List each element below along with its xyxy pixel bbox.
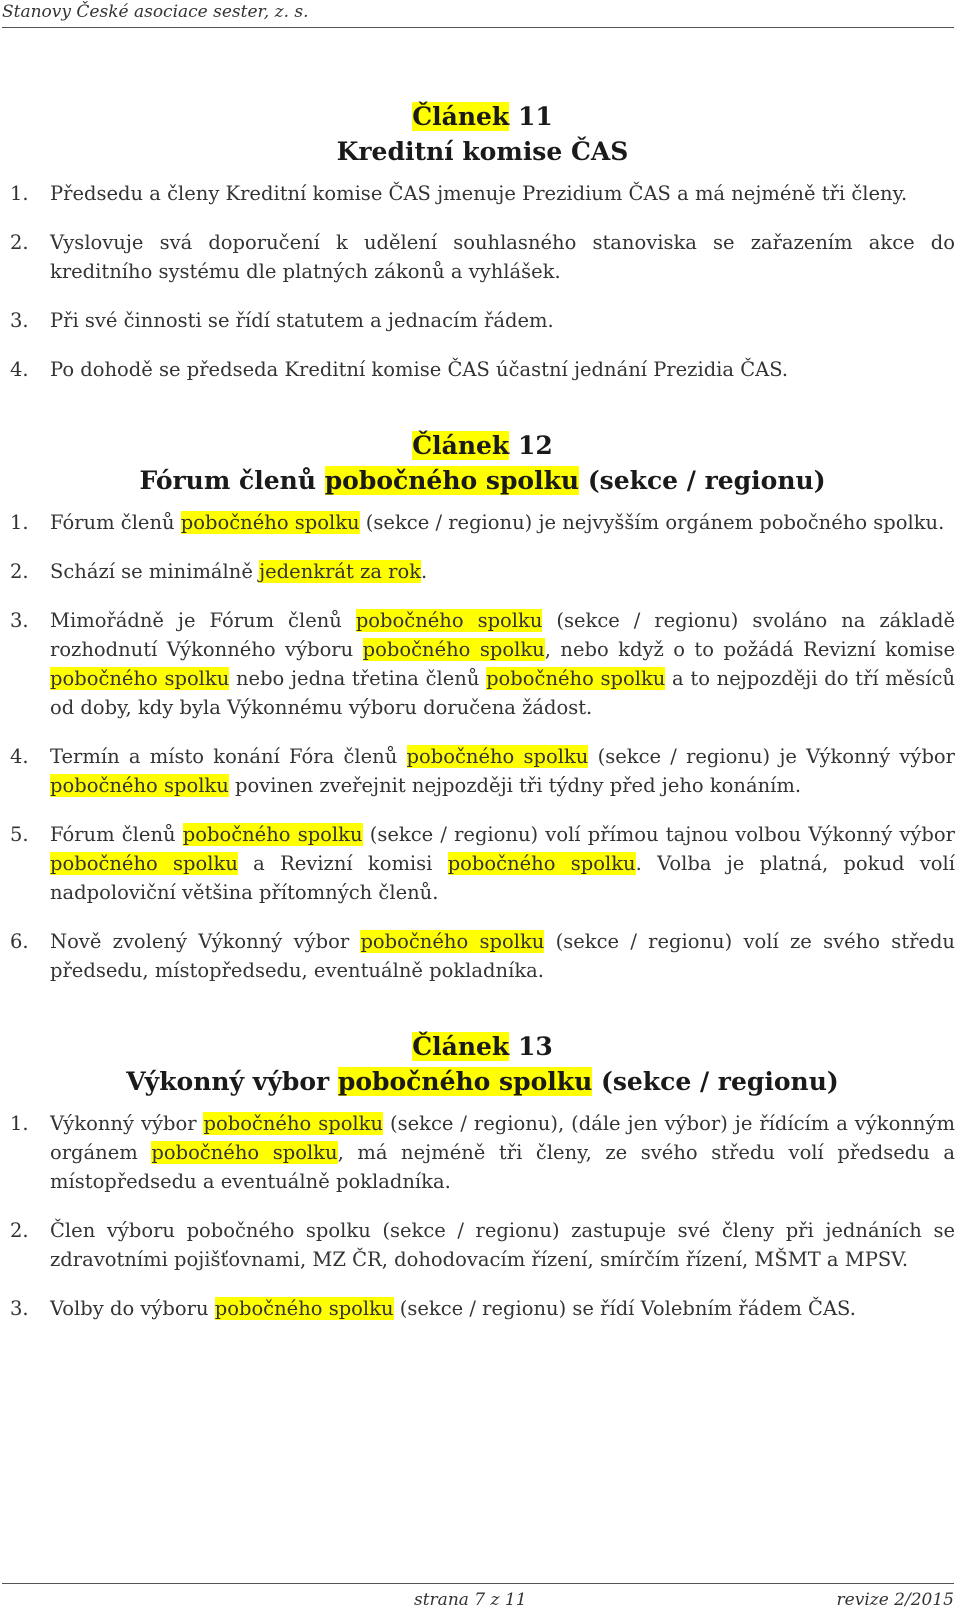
article-number: 11 xyxy=(517,102,553,131)
article-11 xyxy=(10,99,955,384)
document-body xyxy=(10,99,955,1323)
document-title: Stanovy České asociace sester, z. s. xyxy=(2,2,309,22)
article-heading xyxy=(10,1029,955,1099)
list-item: 1. Předsedu a členy Kreditní komise ČAS jmenuje Prezidium ČAS a má nejméně tři členy. xyxy=(10,182,908,205)
article-title: Kreditní komise ČAS xyxy=(336,137,629,166)
revision-label: revize 2/2015 xyxy=(836,1590,954,1610)
article-title: Výkonný výbor pobočného spolku (sekce / regionu) xyxy=(126,1067,839,1096)
article-items xyxy=(10,508,955,985)
list-item: 2. Schází se minimálně jedenkrát za rok. xyxy=(10,560,428,583)
article-13 xyxy=(10,1029,955,1323)
list-item: 1. Výkonný výbor pobočného spolku (sekce / regionu), (dále jen výbor) je řídícím a výkonným orgánem pobočného spolku, má nejméně tři členy, ze svého středu volí předsedu a místopředsedu a eventuálně pokladníka. xyxy=(10,1112,955,1193)
list-item: 3. Při své činnosti se řídí statutem a jednacím řádem. xyxy=(10,309,554,332)
article-label: Článek xyxy=(412,102,510,131)
article-items xyxy=(10,1109,955,1323)
article-heading xyxy=(10,428,955,498)
article-number: 12 xyxy=(517,431,553,460)
list-item: 1. Fórum členů pobočného spolku (sekce / regionu) je nejvyšším orgánem pobočného spolku. xyxy=(10,511,945,534)
running-header xyxy=(2,2,954,28)
article-label: Článek xyxy=(412,431,510,460)
article-heading xyxy=(10,99,955,169)
article-number: 13 xyxy=(517,1032,553,1061)
list-item: 4. Termín a místo konání Fóra členů pobočného spolku (sekce / regionu) je Výkonný výbor pobočného spolku povinen zveřejnit nejpozději tři týdny před jeho konáním. xyxy=(10,745,955,797)
article-items xyxy=(10,179,955,384)
list-item: 5. Fórum členů pobočného spolku (sekce / regionu) volí přímou tajnou volbou Výkonný výbor pobočného spolku a Revizní komisi pobočného spolku. Volba je platná, pokud volí nadpoloviční většina přítomných členů. xyxy=(10,823,956,904)
list-item: 3. Mimořádně je Fórum členů pobočného spolku (sekce / regionu) svoláno na základě rozhodnutí Výkonného výboru pobočného spolku, nebo když o to požádá Revizní komise pobočného spolku nebo jedna třetina členů pobočného spolku a to nejpozději do tří měsíců od doby, kdy byla Výkonnému výboru doručena žádost. xyxy=(10,609,956,719)
list-item: 2. Vyslovuje svá doporučení k udělení souhlasného stanoviska se zařazením akce do kreditního systému dle platných zákonů a vyhlášek. xyxy=(10,231,955,283)
page-number: strana 7 z 11 xyxy=(414,1590,527,1610)
article-label: Článek xyxy=(412,1032,510,1061)
article-12 xyxy=(10,428,955,985)
list-item: 6. Nově zvolený Výkonný výbor pobočného spolku (sekce / regionu) volí ze svého středu předsedu, místopředsedu, eventuálně pokladníka. xyxy=(10,930,955,982)
article-title: Fórum členů pobočného spolku (sekce / regionu) xyxy=(139,466,826,495)
list-item: 2. Člen výboru pobočného spolku (sekce / regionu) zastupuje své členy při jednáních se zdravotními pojišťovnami, MZ ČR, dohodovacím řízení, smírčím řízení, MŠMT a MPSV. xyxy=(10,1219,955,1271)
list-item: 3. Volby do výboru pobočného spolku (sekce / regionu) se řídí Volebním řádem ČAS. xyxy=(10,1297,856,1320)
list-item: 4. Po dohodě se předseda Kreditní komise ČAS účastní jednání Prezidia ČAS. xyxy=(10,358,789,381)
page-footer xyxy=(2,1583,954,1610)
